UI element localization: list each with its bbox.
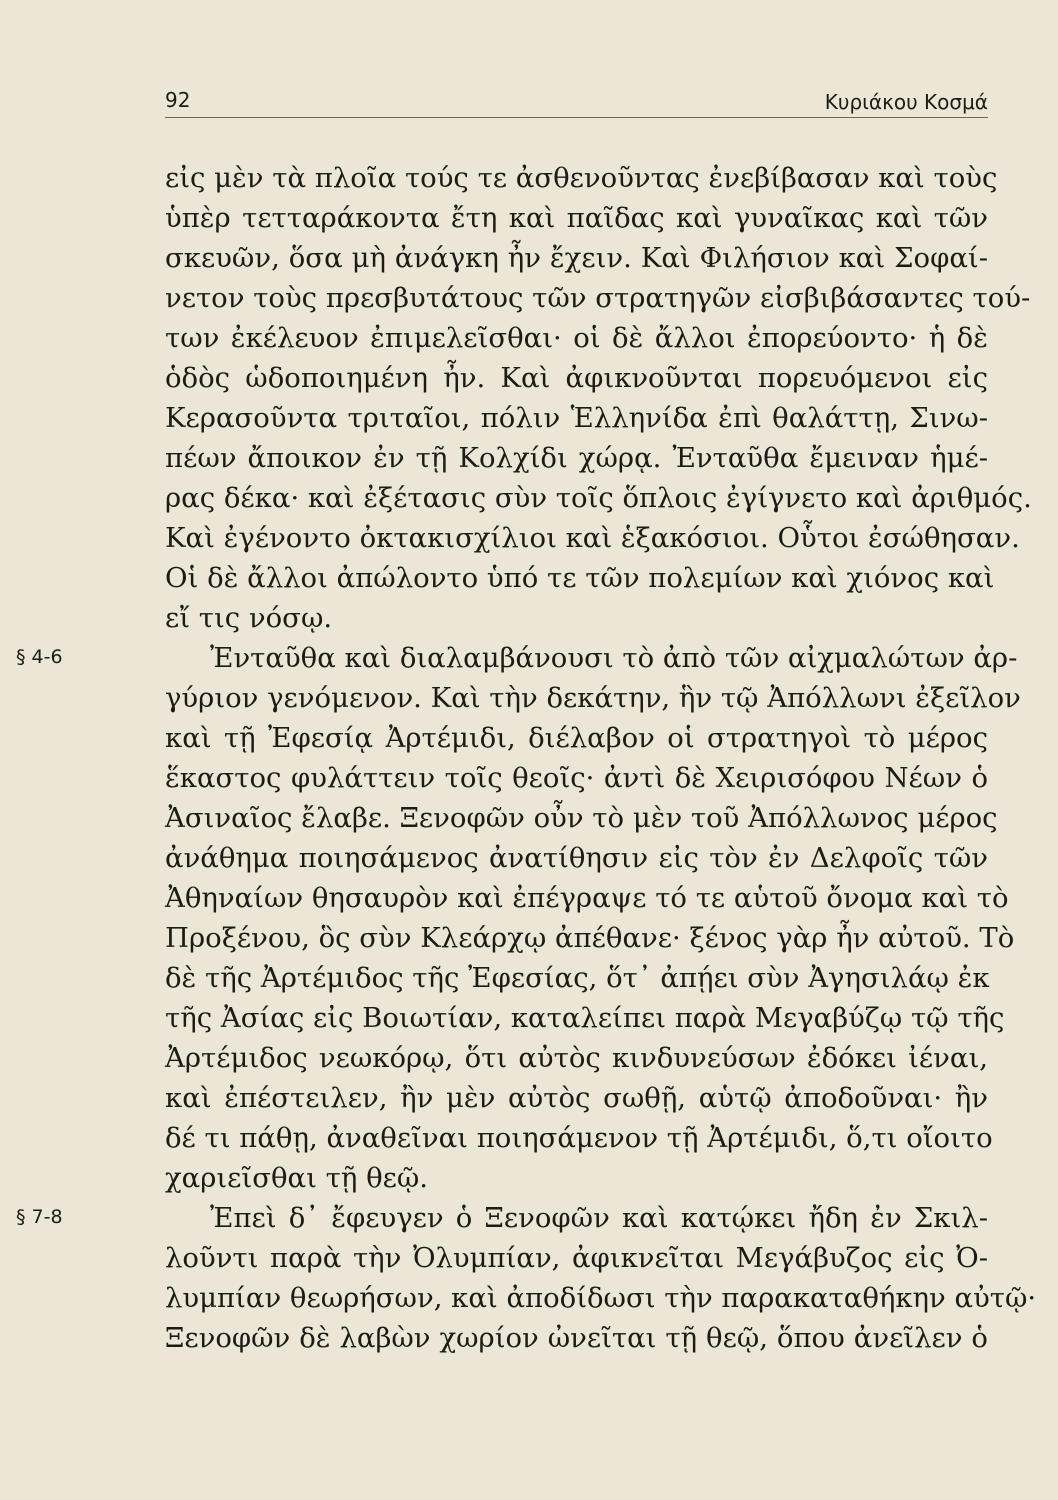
text-line: δὲ τῆς Ἀρτέμιδος τῆς Ἐφεσίας, ὅτ᾿ ἀπῄει σὺν Ἀγησιλάῳ ἐκ bbox=[165, 962, 990, 994]
text-line: λυμπίαν θεωρήσων, καὶ ἀποδίδωσι τὴν παρακαταθήκην αὐτῷ· bbox=[165, 1282, 1037, 1314]
text-line: Καὶ ἐγένοντο ὀκτακισχίλιοι καὶ ἑξακόσιοι. Οὗτοι ἐσώθησαν. bbox=[165, 522, 1020, 554]
text-line: Ἀσιναῖος ἔλαβε. Ξενοφῶν οὖν τὸ μὲν τοῦ Ἀπόλλωνος μέρος bbox=[165, 802, 998, 834]
text-line: Ἐνταῦθα καὶ διαλαμβάνουσι τὸ ἀπὸ τῶν αἰχμαλώτων ἀρ- bbox=[210, 642, 1018, 674]
text-line: εἰς μὲν τὰ πλοῖα τούς τε ἀσθενοῦντας ἐνεβίβασαν καὶ τοὺς bbox=[165, 162, 998, 194]
margin-section-ref: § 4-6 bbox=[16, 646, 63, 668]
text-line: Ἀθηναίων θησαυρὸν καὶ ἐπέγραψε τό τε αὑτοῦ ὄνομα καὶ τὸ bbox=[165, 882, 1009, 914]
text-line: καὶ ἐπέστειλεν, ἢν μὲν αὐτὸς σωθῇ, αὑτῷ ἀποδοῦναι· ἢν bbox=[165, 1082, 988, 1114]
running-head-author: Κυριάκου Κοσμά bbox=[824, 90, 988, 114]
text-line: νετον τοὺς πρεσβυτάτους τῶν στρατηγῶν εἰσβιβάσαντες τού- bbox=[165, 282, 1031, 314]
text-line: λοῦντι παρὰ τὴν Ὀλυμπίαν, ἀφικνεῖται Μεγάβυζος εἰς Ὀ- bbox=[165, 1242, 988, 1274]
text-line: σκευῶν, ὅσα μὴ ἀνάγκη ἦν ἔχειν. Καὶ Φιλήσιον καὶ Σοφαί- bbox=[165, 242, 988, 274]
page-number: 92 bbox=[165, 88, 191, 112]
text-line: δέ τι πάθῃ, ἀναθεῖναι ποιησάμενον τῇ Ἀρτέμιδι, ὅ,τι οἴοιτο bbox=[165, 1122, 993, 1154]
text-line: ἕκαστος φυλάττειν τοῖς θεοῖς· ἀντὶ δὲ Χειρισόφου Νέων ὁ bbox=[165, 762, 988, 794]
text-line: των ἐκέλευον ἐπιμελεῖσθαι· οἱ δὲ ἄλλοι ἐπορεύοντο· ἡ δὲ bbox=[165, 322, 988, 354]
text-line: ρας δέκα· καὶ ἐξέτασις σὺν τοῖς ὅπλοις ἐγίγνετο καὶ ἀριθμός. bbox=[165, 482, 1032, 514]
margin-section-ref: § 7-8 bbox=[16, 1206, 63, 1228]
text-line: ἀνάθημα ποιησάμενος ἀνατίθησιν εἰς τὸν ἐν Δελφοῖς τῶν bbox=[165, 842, 988, 874]
text-line: γύριον γενόμενον. Καὶ τὴν δεκάτην, ἣν τῷ Ἀπόλλωνι ἐξεῖλον bbox=[165, 682, 1021, 714]
text-line: Οἱ δὲ ἄλλοι ἀπώλοντο ὑπό τε τῶν πολεμίων καὶ χιόνος καὶ bbox=[165, 562, 995, 594]
running-head bbox=[165, 88, 988, 118]
text-line: τῆς Ἀσίας εἰς Βοιωτίαν, καταλείπει παρὰ Μεγαβύζῳ τῷ τῆς bbox=[165, 1002, 1005, 1034]
text-line: Ἐπεὶ δ᾿ ἔφευγεν ὁ Ξενοφῶν καὶ κατῴκει ἤδη ἐν Σκιλ- bbox=[210, 1202, 988, 1234]
text-line: ὁδὸς ὡδοποιημένη ἦν. Καὶ ἀφικνοῦνται πορευόμενοι εἰς bbox=[165, 362, 988, 394]
text-line: Κερασοῦντα τριταῖοι, πόλιν Ἑλληνίδα ἐπὶ θαλάττῃ, Σινω- bbox=[165, 402, 988, 434]
text-line: Ξενοφῶν δὲ λαβὼν χωρίον ὠνεῖται τῇ θεῷ, ὅπου ἀνεῖλεν ὁ bbox=[165, 1322, 988, 1354]
text-line: Ἀρτέμιδος νεωκόρῳ, ὅτι αὐτὸς κινδυνεύσων ἐδόκει ἰέναι, bbox=[165, 1042, 988, 1074]
text-line: ὑπὲρ τετταράκοντα ἔτη καὶ παῖδας καὶ γυναῖκας καὶ τῶν bbox=[165, 202, 988, 234]
text-line: χαριεῖσθαι τῇ θεῷ. bbox=[165, 1162, 429, 1194]
text-line: Προξένου, ὃς σὺν Κλεάρχῳ ἀπέθανε· ξένος γὰρ ἦν αὐτοῦ. Τὸ bbox=[165, 922, 1015, 954]
text-line: καὶ τῇ Ἐφεσίᾳ Ἀρτέμιδι, διέλαβον οἱ στρατηγοὶ τὸ μέρος bbox=[165, 722, 988, 754]
header-rule bbox=[165, 117, 988, 118]
text-line: πέων ἄποικον ἐν τῇ Κολχίδι χώρᾳ. Ἐνταῦθα ἔμειναν ἡμέ- bbox=[165, 442, 988, 474]
text-line: εἴ τις νόσῳ. bbox=[165, 602, 333, 634]
